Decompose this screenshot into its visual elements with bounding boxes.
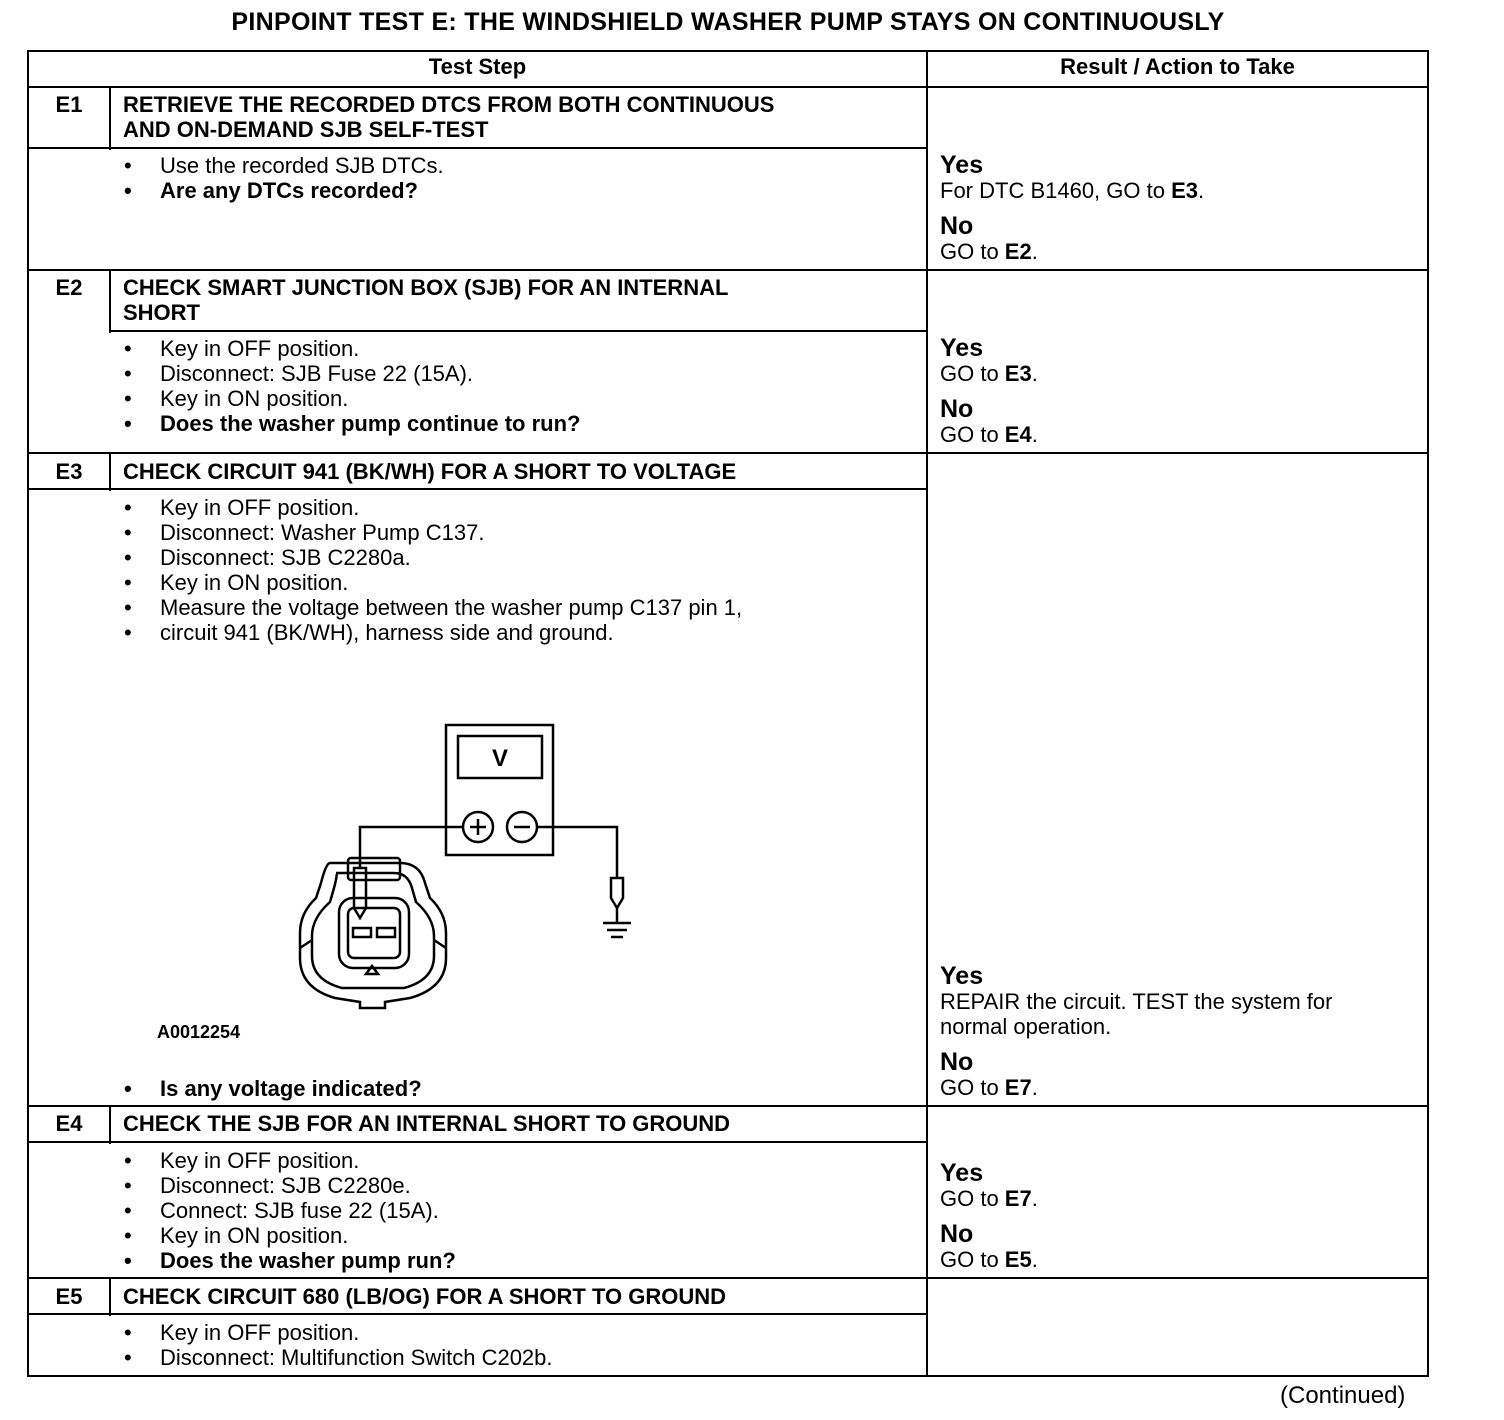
step-instructions xyxy=(124,495,742,645)
step-link[interactable]: E2 xyxy=(1004,239,1032,264)
instruction: • Disconnect: SJB C2280a. xyxy=(124,545,742,570)
instruction: • Disconnect: Multifunction Switch C202b. xyxy=(124,1345,553,1370)
instruction: • Use the recorded SJB DTCs. xyxy=(124,153,444,178)
instruction-continued: • circuit 941 (BK/WH), harness side and ground. xyxy=(124,620,742,645)
title-divider xyxy=(27,1313,927,1315)
step-link[interactable]: E5 xyxy=(1004,1247,1032,1272)
instruction: • Key in OFF position. xyxy=(124,1148,456,1173)
instruction: • Key in ON position. xyxy=(124,386,580,411)
header-test-step: Test Step xyxy=(428,54,527,79)
title-divider xyxy=(27,147,927,149)
step-id-divider xyxy=(109,1278,111,1316)
instruction: • Disconnect: SJB Fuse 22 (15A). xyxy=(124,361,580,386)
header-result-action: Result / Action to Take xyxy=(1060,54,1295,79)
result-block: Yes GO to E7. No GO to E5. xyxy=(940,1159,1038,1272)
no-label: No xyxy=(940,1220,974,1248)
step-id-divider xyxy=(109,270,111,333)
step-title: RETRIEVE THE RECORDED DTCS FROM BOTH CONTINUOUS AND ON-DEMAND SJB SELF-TEST xyxy=(123,92,775,142)
meter-display-label: V xyxy=(491,745,509,772)
step-id-divider xyxy=(109,87,111,150)
step-title: CHECK CIRCUIT 680 (LB/OG) FOR A SHORT TO GROUND xyxy=(123,1284,726,1309)
step-instructions xyxy=(124,336,580,436)
instruction: • Key in OFF position. xyxy=(124,336,580,361)
step-id: E1 xyxy=(55,92,83,117)
step-id-divider xyxy=(109,1106,111,1144)
row-divider xyxy=(27,269,1429,271)
ground-icon xyxy=(603,923,631,937)
step-link[interactable]: E7 xyxy=(1004,1186,1032,1211)
instruction: • Key in OFF position. xyxy=(124,1320,553,1345)
step-instructions xyxy=(124,1320,553,1370)
continued-note: (Continued) xyxy=(1280,1382,1406,1409)
step-link[interactable]: E3 xyxy=(1171,178,1198,203)
step-id: E5 xyxy=(55,1284,83,1309)
row-divider xyxy=(27,86,1429,88)
question: • Is any voltage indicated? xyxy=(124,1076,422,1101)
no-label: No xyxy=(940,395,974,423)
step-title: CHECK THE SJB FOR AN INTERNAL SHORT TO GROUND xyxy=(123,1111,731,1136)
step-id: E4 xyxy=(55,1111,83,1136)
step-title: CHECK SMART JUNCTION BOX (SJB) FOR AN INTERNAL SHORT xyxy=(123,275,729,325)
result-block: Yes REPAIR the circuit. TEST the system for normal operation. No GO to E7. xyxy=(940,962,1333,1100)
no-label: No xyxy=(940,212,974,240)
figure-label: A0012254 xyxy=(157,1022,241,1042)
title-divider xyxy=(27,1141,927,1143)
instruction: • Key in OFF position. xyxy=(124,495,742,520)
positive-lead xyxy=(360,827,463,908)
voltmeter-diagram xyxy=(290,718,690,1038)
step-question xyxy=(124,1076,422,1101)
instruction: • Key in ON position. xyxy=(124,1223,456,1248)
instruction: • Disconnect: SJB C2280e. xyxy=(124,1173,456,1198)
question: • Does the washer pump continue to run? xyxy=(124,411,580,436)
yes-label: Yes xyxy=(940,334,984,362)
question: • Are any DTCs recorded? xyxy=(124,178,444,203)
step-title: CHECK CIRCUIT 941 (BK/WH) FOR A SHORT TO VOLTAGE xyxy=(123,459,737,484)
step-instructions xyxy=(124,1148,456,1273)
title-divider xyxy=(109,330,927,332)
instruction: • Connect: SJB fuse 22 (15A). xyxy=(124,1198,456,1223)
row-divider xyxy=(27,452,1429,454)
step-link[interactable]: E7 xyxy=(1004,1075,1032,1100)
row-divider xyxy=(27,1105,1429,1107)
step-link[interactable]: E3 xyxy=(1004,361,1032,386)
step-id: E3 xyxy=(55,459,83,484)
instruction: • Key in ON position. xyxy=(124,570,742,595)
washer-pump-connector xyxy=(300,858,446,1008)
negative-lead xyxy=(537,827,617,878)
step-id: E2 xyxy=(55,275,83,300)
title-divider xyxy=(27,488,927,490)
instruction: • Disconnect: Washer Pump C137. xyxy=(124,520,742,545)
page-title: PINPOINT TEST E: THE WINDSHIELD WASHER PUMP STAYS ON CONTINUOUSLY xyxy=(231,8,1225,36)
step-link[interactable]: E4 xyxy=(1004,422,1032,447)
step-instructions xyxy=(124,153,444,203)
yes-label: Yes xyxy=(940,1159,984,1187)
column-divider xyxy=(926,50,928,1377)
result-block: Yes For DTC B1460, GO to E3. No GO to E2. xyxy=(940,151,1205,264)
row-divider xyxy=(27,1277,1429,1279)
yes-label: Yes xyxy=(940,962,984,990)
instruction: • Measure the voltage between the washer pump C137 pin 1, xyxy=(124,595,742,620)
step-id-divider xyxy=(109,453,111,491)
result-block: Yes GO to E3. No GO to E4. xyxy=(940,334,1038,447)
question: • Does the washer pump run? xyxy=(124,1248,456,1273)
yes-label: Yes xyxy=(940,151,984,179)
no-label: No xyxy=(940,1048,974,1076)
